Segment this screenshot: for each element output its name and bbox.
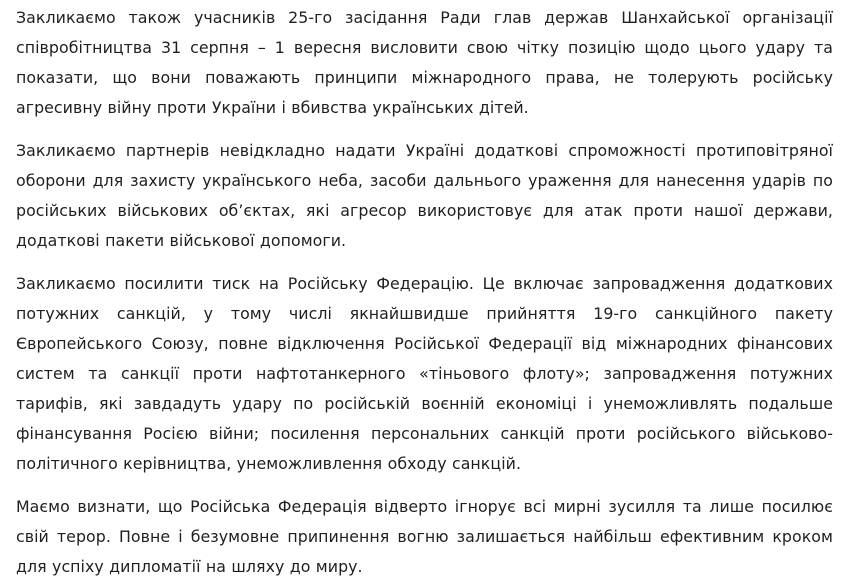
paragraph-sco-appeal: Закликаємо також учасників 25-го засідання Ради глав держав Шанхайської організації співробітництва 31 серпня – 1 вересня висловити свою чітку позицію щодо цього удару та показати, що вони поважають принципи міжнародного права, не толерують російську агресивну війну проти України і вбивства українських дітей. bbox=[16, 8, 833, 117]
paragraph-ceasefire: Маємо визнати, що Російська Федерація відверто ігнорує всі мирні зусилля та лише посилює свій терор. Повне і безумовне припинення вогню залишається найбільш ефективним кроком для успіху дипломатії на шляху до миру. bbox=[16, 497, 833, 576]
paragraph-air-defense-appeal: Закликаємо партнерів невідкладно надати Україні додаткові спроможності протиповітряної оборони для захисту українського неба, засоби дальнього ураження для нанесення ударів по російських військових об’єктах, які агресор використовує для атак проти нашої держави, додаткові пакети військової допомоги. bbox=[16, 141, 833, 250]
paragraph-sanctions-appeal: Закликаємо посилити тиск на Російську Федерацію. Це включає запровадження додаткових потужних санкцій, у тому числі якнайшвидше прийняття 19-го санкційного пакету Європейського Союзу, повне відключення Російської Федерації від міжнародних фінансових систем та санкції проти нафтотанкерного «тіньового флоту»; запровадження потужних тарифів, які завдадуть удару по російській воєнній економіці і унеможливлять подальше фінансування Росією війни; посилення персональних санкцій проти російського військово-політичного керівництва, унеможливлення обходу санкцій. bbox=[16, 274, 833, 473]
